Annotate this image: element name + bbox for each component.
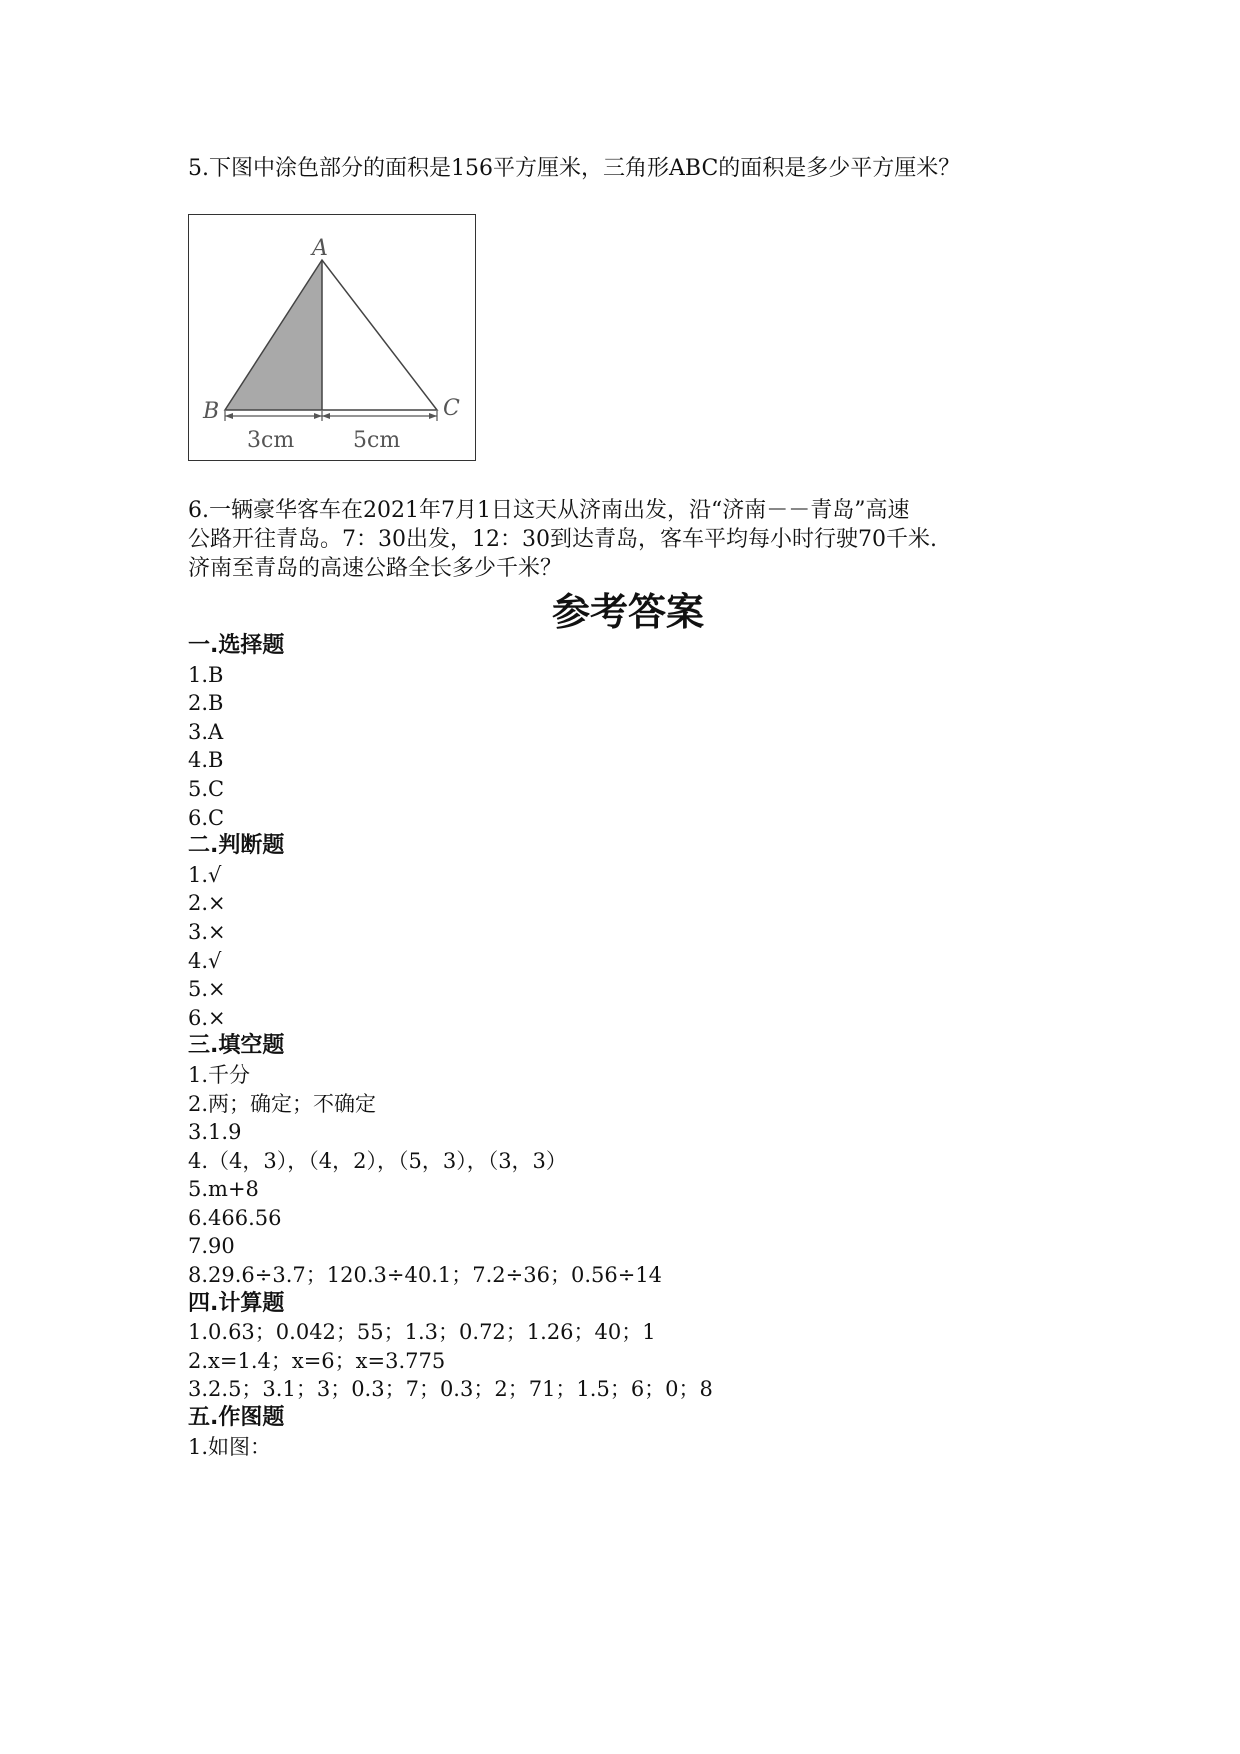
answer-key: [188, 632, 713, 1461]
answer-item: 6.466.56: [188, 1205, 282, 1230]
answer-item: 5.m+8: [188, 1177, 259, 1202]
triangle-figure: [188, 214, 476, 461]
answer-item: 1.千分: [188, 1062, 251, 1087]
label-c: C: [443, 396, 460, 421]
answer-item: 1.0.63；0.042；55；1.3；0.72；1.26；40；1: [188, 1320, 656, 1345]
question-5-text: 5.下图中涂色部分的面积是156平方厘米，三角形ABC的面积是多少平方厘米？: [188, 156, 961, 181]
answer-item: 4.（4，3），（4，2），（5，3），（3，3）: [188, 1148, 567, 1173]
answer-item: 3.×: [188, 919, 226, 944]
answer-item: 1.如图：: [188, 1434, 272, 1459]
answer-item: 4.B: [188, 748, 224, 773]
section-heading: 一.选择题: [188, 633, 285, 658]
answer-item: 2.×: [188, 891, 226, 916]
answers-title: 参考答案: [551, 590, 704, 634]
arrow-mid-right: [322, 413, 330, 419]
section-heading: 四.计算题: [188, 1290, 285, 1316]
answer-item: 6.×: [188, 1005, 226, 1030]
answer-item: 5.C: [188, 776, 225, 801]
answer-item: 2.B: [188, 691, 224, 716]
section-heading: 三.填空题: [188, 1033, 285, 1059]
answer-item: 7.90: [188, 1234, 235, 1259]
left-length-label: 3cm: [247, 428, 295, 453]
question-6-line-2: 公路开往青岛。7：30出发，12：30到达青岛，客车平均每小时行驶70千米.: [188, 527, 937, 552]
answer-item: 3.2.5；3.1；3；0.3；7；0.3；2；71；1.5；6；0；8: [188, 1377, 713, 1402]
answer-item: 3.A: [188, 719, 224, 744]
arrow-left: [225, 413, 233, 419]
answer-item: 2.两；确定；不确定: [188, 1091, 377, 1116]
answer-item: 3.1.9: [188, 1120, 242, 1145]
answer-item: 4.√: [188, 948, 222, 973]
right-length-label: 5cm: [353, 428, 401, 453]
question-6-line-3: 济南至青岛的高速公路全长多少千米？: [188, 556, 563, 581]
triangle-diagram: [189, 215, 475, 460]
label-a: A: [312, 236, 328, 261]
answer-item: 6.C: [188, 805, 225, 830]
question-6-line-1: 6.一辆豪华客车在2021年7月1日这天从济南出发，沿“济南－－青岛”高速: [188, 498, 910, 523]
section-heading: 五.作图题: [188, 1405, 285, 1431]
arrow-right: [429, 413, 437, 419]
answer-item: 1.B: [188, 662, 224, 687]
label-b: B: [203, 399, 220, 424]
answer-item: 2.x=1.4；x=6；x=3.775: [188, 1348, 446, 1373]
answer-item: 5.×: [188, 977, 226, 1002]
section-heading: 二.判断题: [188, 833, 285, 859]
arrow-mid-left: [314, 413, 322, 419]
answer-item: 8.29.6÷3.7；120.3÷40.1；7.2÷36；0.56÷14: [188, 1263, 663, 1288]
answer-item: 1.√: [188, 862, 222, 887]
